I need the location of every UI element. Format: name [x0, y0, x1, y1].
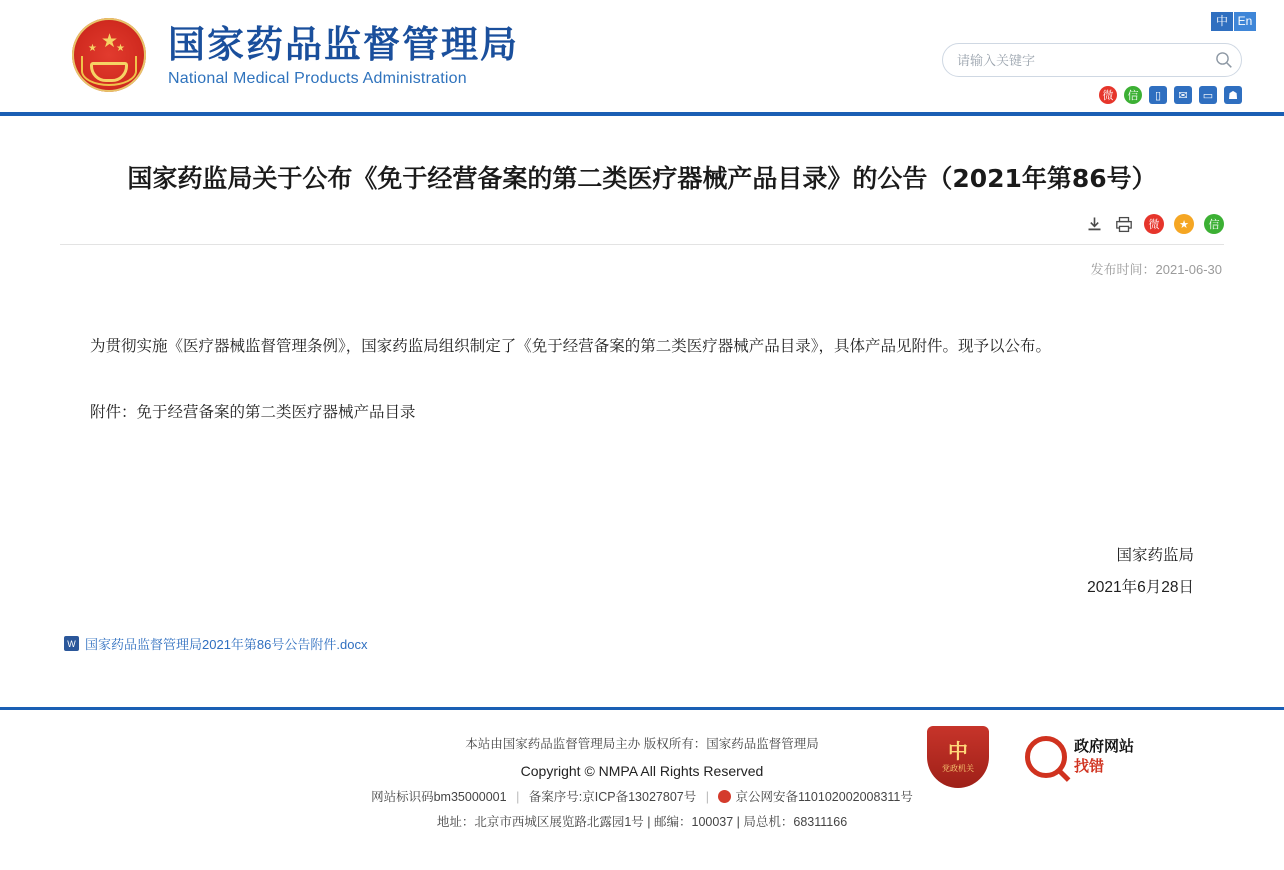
org-name-cn: 国家药品监督管理局: [168, 22, 519, 66]
footer-icp[interactable]: 备案序号:京ICP备13027807号: [528, 790, 697, 804]
social-links[interactable]: [1099, 86, 1242, 104]
mail-icon[interactable]: ✉: [1174, 86, 1192, 104]
emblem-star-icon: ★: [101, 31, 119, 52]
share-weibo-icon[interactable]: 微: [1144, 214, 1164, 234]
footer-separator: |: [516, 790, 520, 804]
gov-website-feedback-label: [1074, 737, 1134, 777]
gov-agency-badge-symbol: 中: [947, 740, 968, 763]
org-name-block: [168, 23, 519, 88]
site-footer: [0, 710, 1284, 870]
article-container: [0, 116, 1284, 653]
publish-time: 发布时间：2021-06-30: [1090, 262, 1222, 277]
language-switch[interactable]: [1211, 12, 1256, 31]
footer-address: 地址：北京市西城区展览路北露园1号 | 邮编：100037 | 局总机：68311166: [436, 815, 848, 829]
national-emblem-icon: [72, 18, 146, 92]
police-badge-icon: [718, 790, 731, 803]
article-paragraph: 为贯彻实施《医疗器械监督管理条例》，国家药监局组织制定了《免于经营备案的第二类医疗器械产品目录》，具体产品见附件。现予以公布。: [90, 338, 1052, 355]
attachment-link[interactable]: 国家药品监督管理局2021年第86号公告附件.docx: [85, 637, 368, 652]
weibo-icon[interactable]: 微: [1099, 86, 1117, 104]
gov-agency-badge[interactable]: [927, 726, 989, 788]
footer-copyright: Copyright © NMPA All Rights Reserved: [520, 763, 764, 779]
site-header: [0, 0, 1284, 116]
attachment-row[interactable]: [60, 604, 1224, 653]
article-toolbar[interactable]: [60, 198, 1224, 244]
word-document-icon: W: [64, 636, 79, 651]
lang-en-button[interactable]: En: [1234, 12, 1256, 31]
lang-cn-button[interactable]: 中: [1211, 12, 1233, 31]
org-name-en: National Medical Products Administration: [168, 69, 467, 87]
search-icon[interactable]: [1207, 44, 1241, 76]
wechat-icon[interactable]: 信: [1124, 86, 1142, 104]
footer-registration: [0, 785, 1284, 810]
site-logo[interactable]: [72, 18, 519, 92]
mobile-icon[interactable]: ▯: [1149, 86, 1167, 104]
search-input[interactable]: [943, 53, 1207, 68]
footer-separator: |: [705, 790, 709, 804]
message-icon[interactable]: ▭: [1199, 86, 1217, 104]
footer-site-id: 网站标识码bm35000001: [371, 790, 507, 804]
share-wechat-icon[interactable]: 信: [1204, 214, 1224, 234]
signature-org: 国家药监局: [1116, 547, 1194, 564]
feedback-line1: 政府网站: [1073, 738, 1134, 755]
search-box[interactable]: [942, 43, 1242, 77]
emblem-star-icon: ★: [88, 43, 97, 54]
article-body: [60, 278, 1224, 428]
footer-badges[interactable]: [927, 726, 1134, 788]
article-attachment-note: 附件：免于经营备案的第二类医疗器械产品目录: [90, 404, 416, 421]
emblem-star-icon: ★: [116, 43, 125, 54]
gov-website-feedback-badge[interactable]: [1025, 736, 1134, 778]
footer-owner: 本站由国家药品监督管理局主办 版权所有：国家药品监督管理局: [465, 737, 819, 751]
print-icon[interactable]: [1114, 214, 1134, 234]
user-icon[interactable]: ☗: [1224, 86, 1242, 104]
feedback-line2: 找错: [1073, 758, 1104, 775]
footer-police[interactable]: 京公网安备110102002008311号: [735, 790, 913, 804]
signature-date: 2021年6月28日: [1087, 579, 1194, 596]
article-signature: [60, 464, 1224, 604]
magnifier-icon: [1025, 736, 1067, 778]
gov-agency-badge-label: 党政机关: [941, 763, 974, 773]
download-icon[interactable]: [1084, 214, 1104, 234]
favorite-icon[interactable]: ★: [1174, 214, 1194, 234]
page-title: 国家药监局关于公布《免于经营备案的第二类医疗器械产品目录》的公告（2021年第86号）: [127, 164, 1157, 193]
